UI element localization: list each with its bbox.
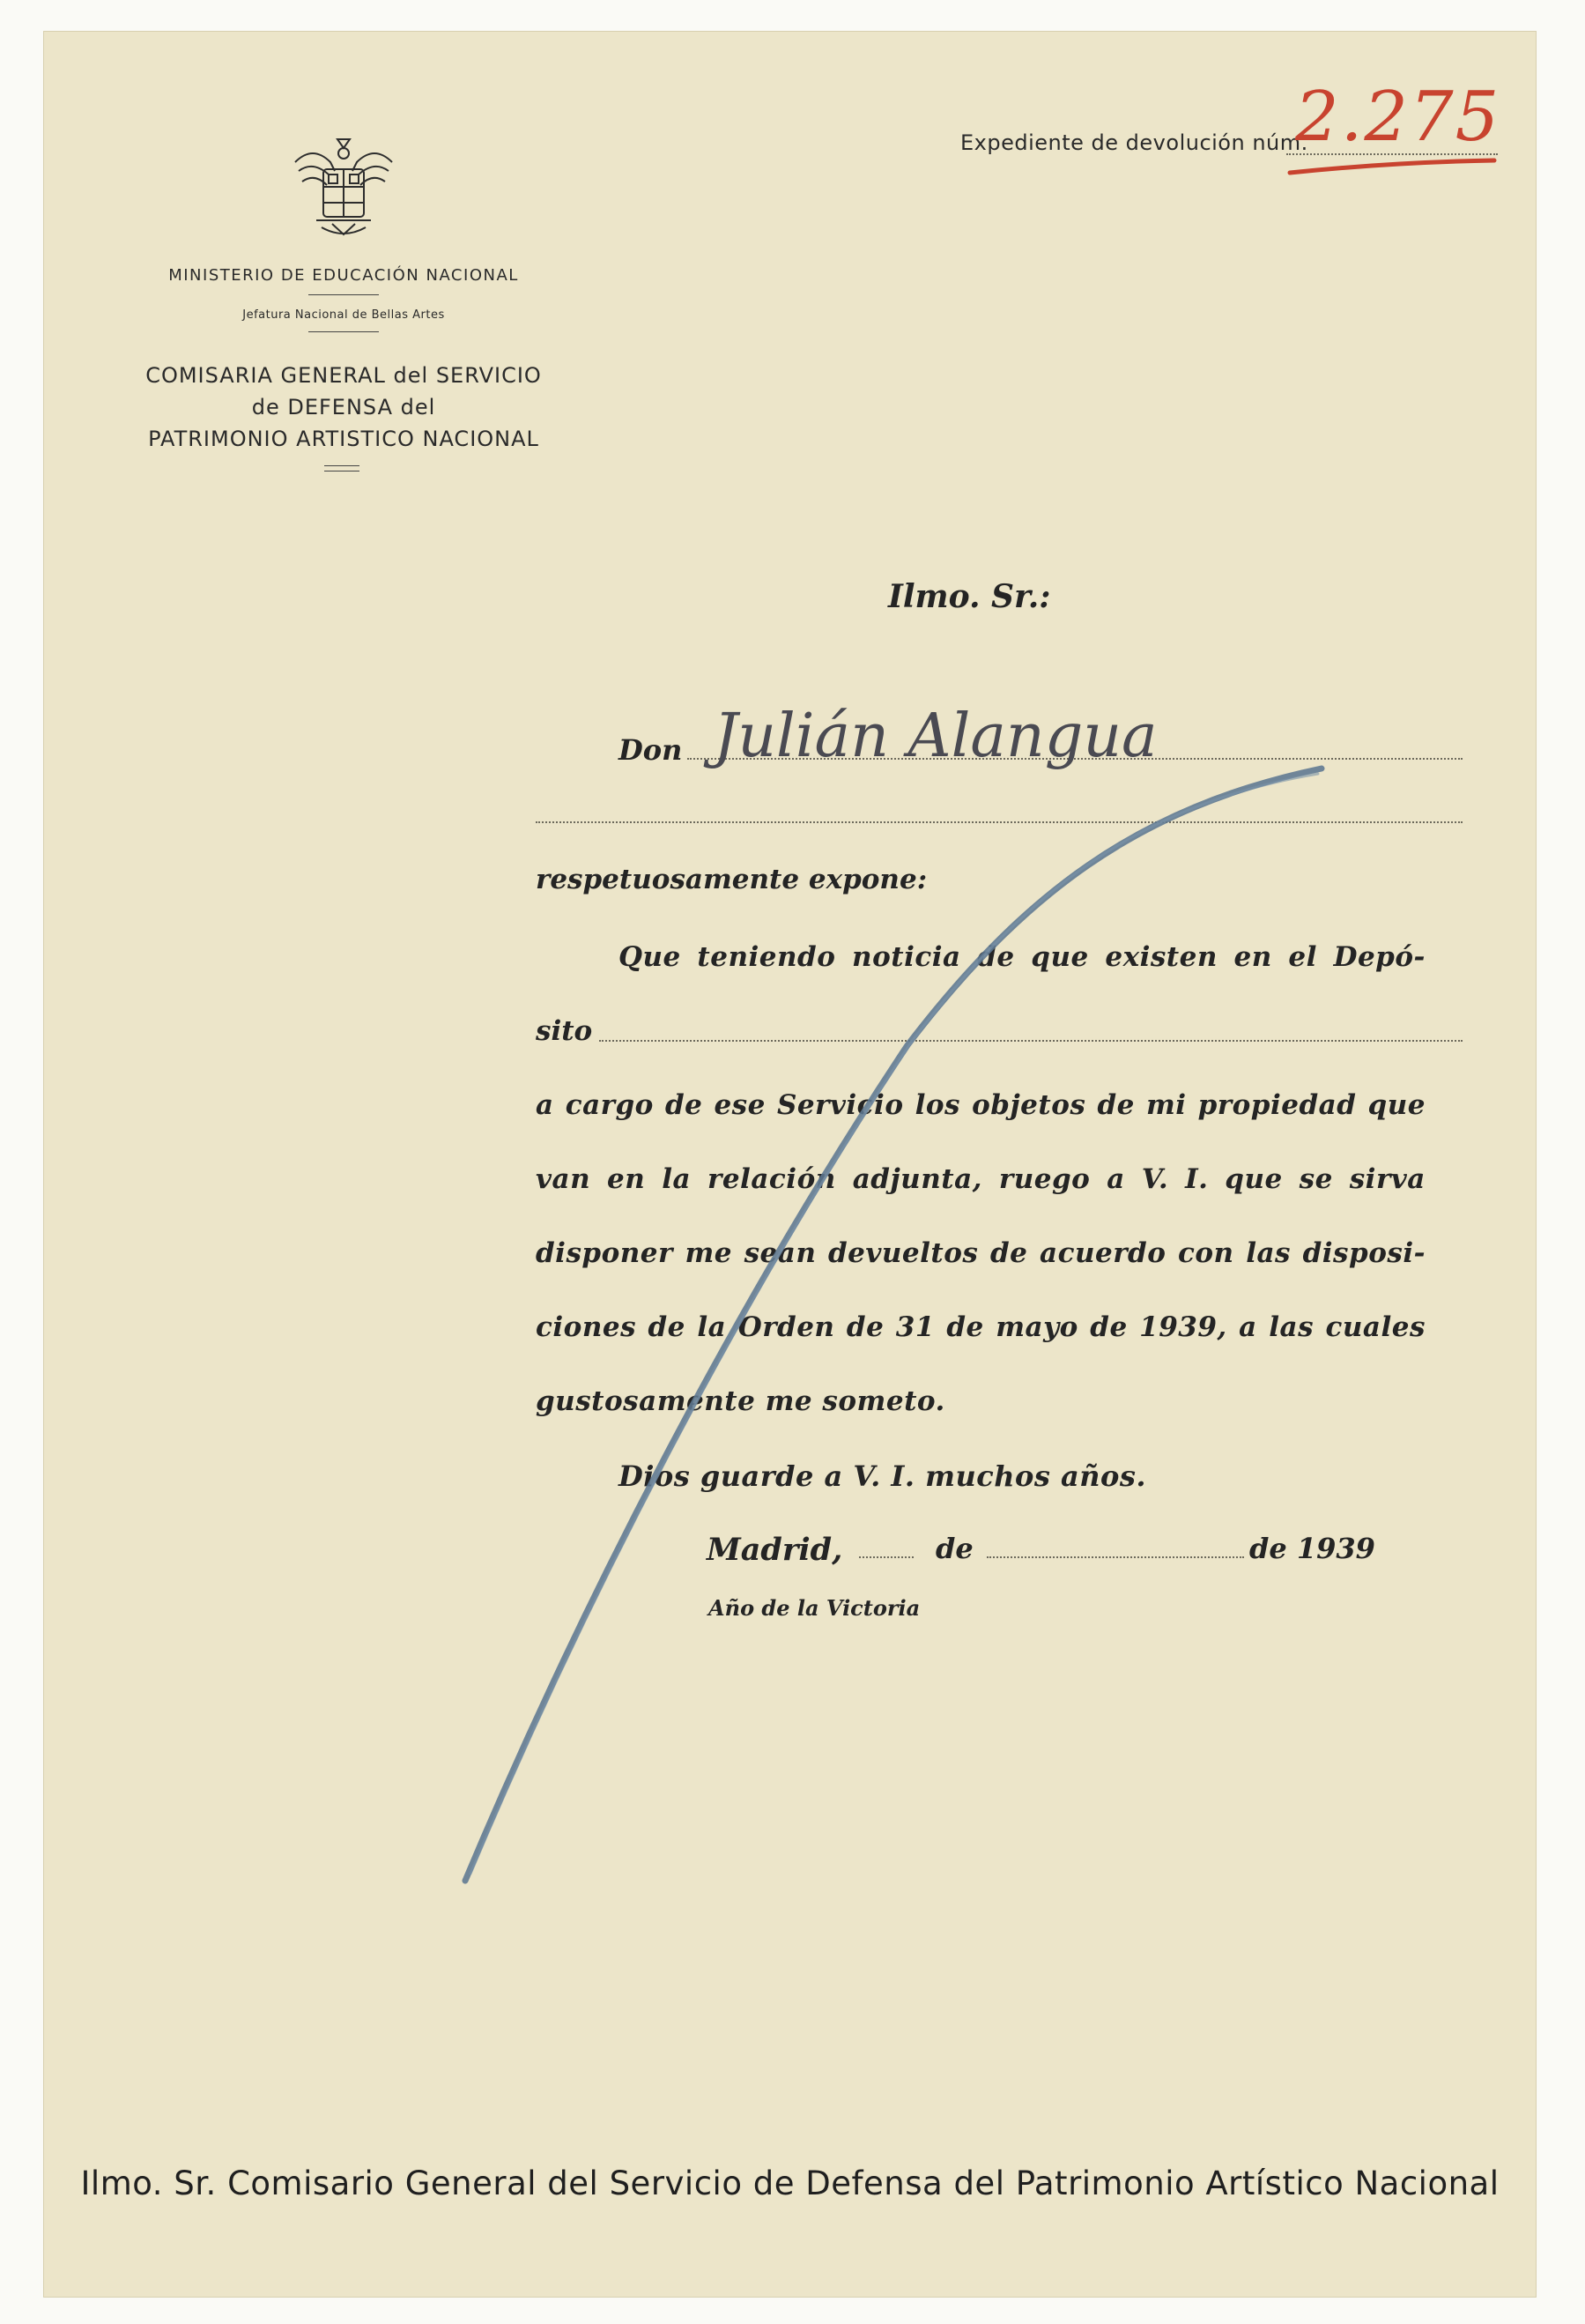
word: V. <box>1141 1163 1169 1195</box>
word: Servicio <box>776 1089 904 1121</box>
word: a <box>1107 1163 1125 1195</box>
jefatura-title: Jefatura Nacional de Bellas Artes <box>242 308 445 322</box>
word: acuerdo <box>1039 1237 1167 1269</box>
word: cuales <box>1325 1311 1426 1343</box>
expone-text: respetuosamente expone: <box>536 864 928 895</box>
word: de <box>946 1311 984 1343</box>
word: que <box>1225 1163 1283 1195</box>
word: con <box>1178 1237 1234 1269</box>
word: ruego <box>998 1163 1091 1195</box>
word: las <box>1269 1311 1315 1343</box>
word: de <box>1097 1089 1135 1121</box>
word: de <box>648 1311 685 1343</box>
expediente-label: Expediente de devolución núm. <box>960 130 1308 155</box>
word: ese <box>714 1089 766 1121</box>
document-sheet <box>44 32 1536 2297</box>
word: de <box>989 1237 1028 1269</box>
de-1: de <box>936 1532 974 1565</box>
word: 1939, <box>1139 1311 1227 1343</box>
word: 31 <box>895 1311 935 1343</box>
word: sirva <box>1349 1163 1426 1195</box>
comisaria-block <box>132 360 555 455</box>
word: a <box>536 1089 554 1121</box>
applicant-name: Julián Alangua <box>714 702 1158 771</box>
coat-of-arms-emblem <box>286 136 401 241</box>
month-dotted-line <box>987 1556 1244 1558</box>
word: me <box>685 1237 732 1269</box>
double-rule-top <box>324 465 359 466</box>
word: las <box>1246 1237 1292 1269</box>
name-dotted-line-2 <box>536 821 1463 823</box>
word: mayo <box>996 1311 1078 1343</box>
word: adjunta, <box>852 1163 982 1195</box>
body-line-2: sito <box>536 1015 593 1047</box>
red-underline <box>1286 155 1498 182</box>
place: Madrid, <box>707 1532 843 1568</box>
ministry-title: MINISTERIO DE EDUCACIÓN NACIONAL <box>168 266 519 285</box>
word: los <box>915 1089 960 1121</box>
word: se <box>1299 1163 1333 1195</box>
word: van <box>536 1163 591 1195</box>
word: la <box>662 1163 692 1195</box>
word: mi <box>1145 1089 1187 1121</box>
body-line-1 <box>618 941 1426 973</box>
word: objetos <box>972 1089 1086 1121</box>
jefatura-divider <box>308 331 379 332</box>
word: la <box>697 1311 727 1343</box>
word: Orden <box>737 1311 835 1343</box>
body-line-5 <box>536 1237 1426 1269</box>
comisaria-line-2: de DEFENSA del <box>251 395 436 420</box>
salutation: Ilmo. Sr.: <box>888 578 1051 615</box>
comisaria-line-1: COMISARIA GENERAL del SERVICIO <box>145 363 542 388</box>
word: cargo <box>565 1089 654 1121</box>
de-year: de 1939 <box>1249 1532 1375 1565</box>
word: ciones <box>536 1311 637 1343</box>
word: Depó- <box>1333 941 1426 973</box>
word: en <box>607 1163 646 1195</box>
word: propiedad <box>1197 1089 1357 1121</box>
word: Que <box>618 941 681 973</box>
word: en <box>1233 941 1272 973</box>
year-note: Año de la Victoria <box>708 1595 921 1621</box>
word: de <box>977 941 1015 973</box>
ministry-divider <box>308 294 379 295</box>
word: de <box>664 1089 703 1121</box>
word: disponer <box>536 1237 673 1269</box>
word: I. <box>1185 1163 1209 1195</box>
don-prefix: Don <box>618 733 683 767</box>
word: teniendo <box>697 941 836 973</box>
blessing: Dios guarde a V. I. muchos años. <box>618 1459 1147 1493</box>
day-dotted-line <box>859 1556 914 1558</box>
word: existen <box>1105 941 1218 973</box>
word: relación <box>707 1163 836 1195</box>
word: que <box>1031 941 1089 973</box>
body-line-3 <box>536 1089 1426 1121</box>
body-line-6 <box>536 1311 1426 1343</box>
deposito-dotted-line <box>599 1040 1463 1042</box>
word: de <box>846 1311 885 1343</box>
word: de <box>1090 1311 1128 1343</box>
word: el <box>1288 941 1317 973</box>
word: devueltos <box>827 1237 979 1269</box>
word: disposi- <box>1302 1237 1426 1269</box>
expediente-number: 2.275 <box>1295 78 1501 157</box>
word: a <box>1239 1311 1257 1343</box>
word: que <box>1367 1089 1426 1121</box>
footer-addressee: Ilmo. Sr. Comisario General del Servicio de Defensa del Patrimonio Artístico Nacional <box>80 2164 1500 2202</box>
comisaria-line-3: PATRIMONIO ARTISTICO NACIONAL <box>148 427 539 451</box>
word: sean <box>744 1237 817 1269</box>
body-line-7: gustosamente me someto. <box>536 1385 945 1417</box>
body-line-4 <box>536 1163 1426 1195</box>
word: noticia <box>852 941 961 973</box>
